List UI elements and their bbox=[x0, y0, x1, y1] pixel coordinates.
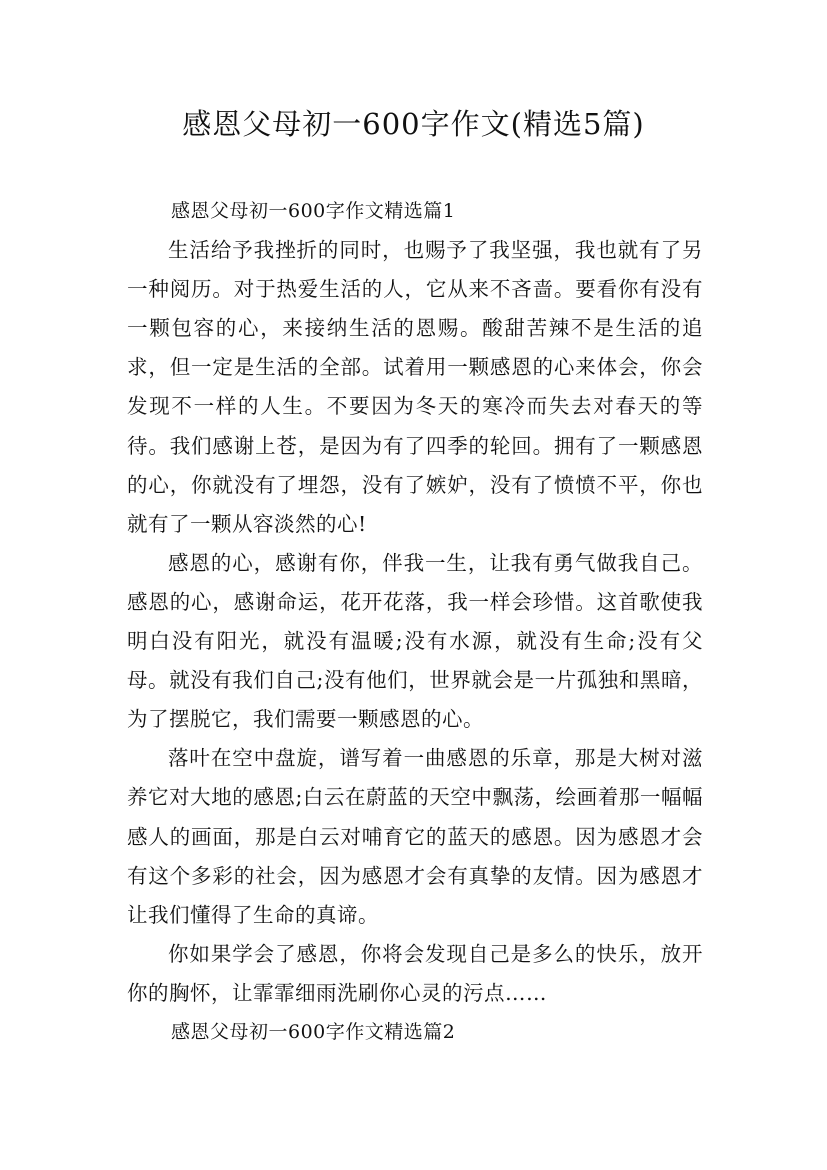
paragraph-2: 感恩的心，感谢有你，伴我一生，让我有勇气做我自己。感恩的心，感谢命运，花开花落，我一样会珍惜。这首歌使我明白没有阳光，就没有温暖;没有水源，就没有生命;没有父母。就没有我们自己;没有他们，世界就会是一片孤独和黑暗，为了摆脱它，我们需要一颗感恩的心。 bbox=[127, 550, 703, 732]
paragraph-3: 落叶在空中盘旋，谱写着一曲感恩的乐章，那是大树对滋养它对大地的感恩;白云在蔚蓝的天空中飘荡，绘画着那一幅幅感人的画面，那是白云对哺育它的蓝天的感恩。因为感恩才会有这个多彩的社会，因为感恩才会有真挚的友情。因为感恩才让我们懂得了生命的真谛。 bbox=[127, 746, 703, 927]
section-heading-2: 感恩父母初一600字作文精选篇2 bbox=[171, 1020, 456, 1043]
paragraph-4: 你如果学会了感恩，你将会发现自己是多么的快乐，放开你的胸怀，让霏霏细雨洗刷你心灵的污点…… bbox=[127, 941, 703, 1005]
document-body bbox=[127, 192, 703, 1052]
document-title: 感恩父母初一600字作文(精选5篇) bbox=[182, 107, 645, 141]
paragraph-1: 生活给予我挫折的同时，也赐予了我坚强，我也就有了另一种阅历。对于热爱生活的人，它从来不吝啬。要看你有没有一颗包容的心，来接纳生活的恩赐。酸甜苦辣不是生活的追求，但一定是生活的全部。试着用一颗感恩的心来体会，你会发现不一样的人生。不要因为冬天的寒冷而失去对春天的等待。我们感谢上苍，是因为有了四季的轮回。拥有了一颗感恩的心，你就没有了埋怨，没有了嫉妒，没有了愤愤不平，你也就有了一颗从容淡然的心! bbox=[127, 238, 703, 536]
section-heading-1: 感恩父母初一600字作文精选篇1 bbox=[171, 200, 456, 222]
